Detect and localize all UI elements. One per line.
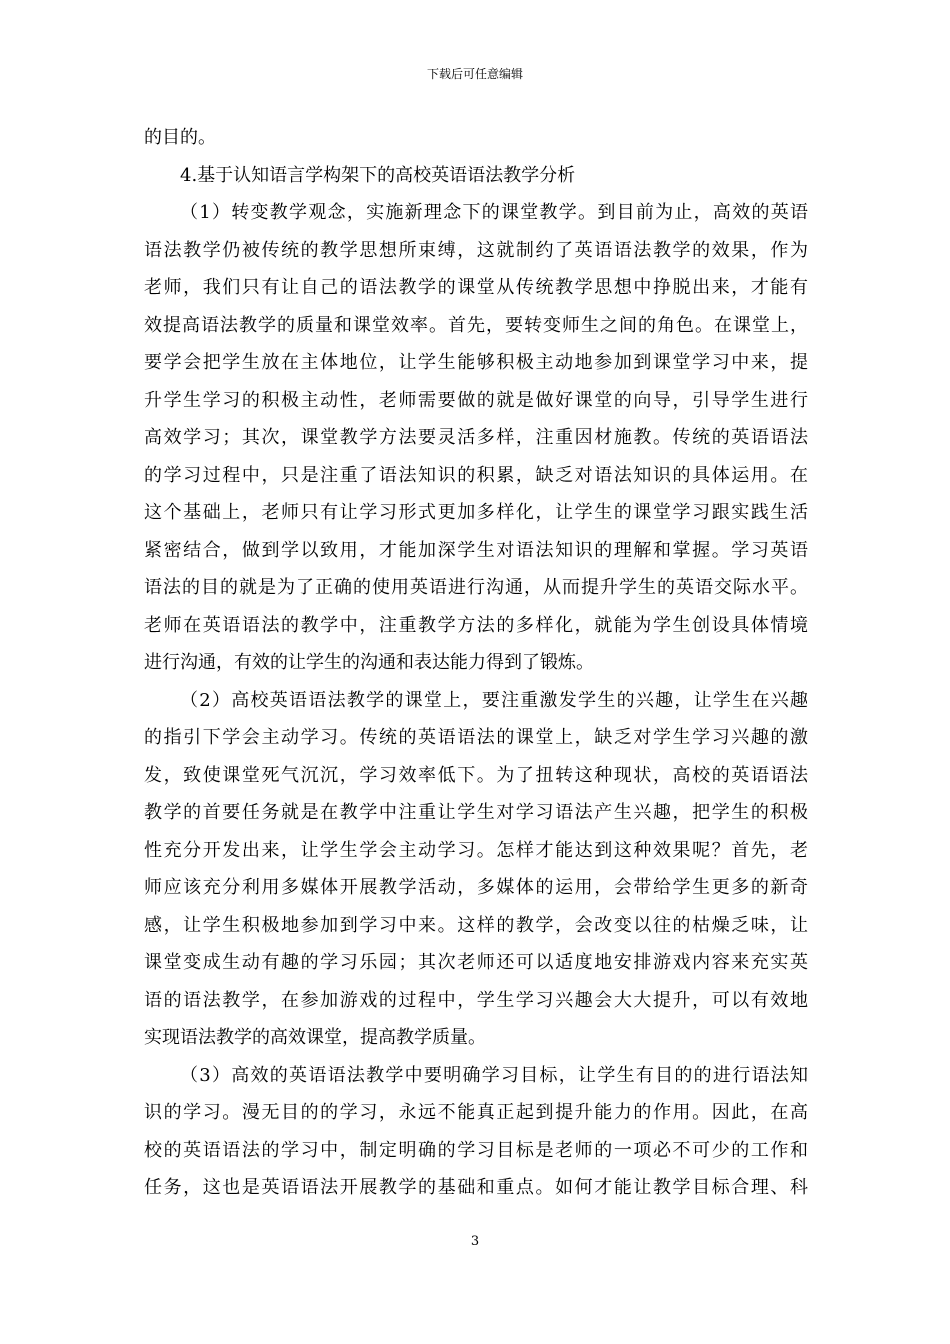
text-line: （3）高效的英语语法教学中要明确学习目标，让学生有目的的进行语法知 xyxy=(180,1064,808,1086)
document-body xyxy=(144,124,808,1212)
text-line: 的目的。 xyxy=(144,127,216,148)
text-line: （2）高校英语语法教学的课堂上，要注重激发学生的兴趣，让学生在兴趣 xyxy=(180,689,808,711)
text-line: 的学习过程中，只是注重了语法知识的积累，缺乏对语法知识的具体运用。在 xyxy=(144,464,808,486)
text-line: 感，让学生积极地参加到学习中来。这样的教学，会改变以往的枯燥乏味，让 xyxy=(144,914,808,936)
text-line: 老师在英语语法的教学中，注重教学方法的多样化，就能为学生创设具体情境 xyxy=(144,614,808,636)
text-line: 升学生学习的积极主动性，老师需要做的就是做好课堂的向导，引导学生进行 xyxy=(144,389,808,411)
text-line: 任务，这也是英语语法开展教学的基础和重点。如何才能让教学目标合理、科 xyxy=(144,1177,808,1198)
text-line: 老师，我们只有让自己的语法教学的课堂从传统教学思想中挣脱出来，才能有 xyxy=(144,277,808,298)
text-line: 课堂变成生动有趣的学习乐园；其次老师还可以适度地安排游戏内容来充实英 xyxy=(144,952,808,973)
text-line: 语法的目的就是为了正确的使用英语进行沟通，从而提升学生的英语交际水平。 xyxy=(144,577,808,598)
text-line: 进行沟通，有效的让学生的沟通和表达能力得到了锻炼。 xyxy=(144,652,594,673)
text-line: 紧密结合，做到学以致用，才能加深学生对语法知识的理解和掌握。学习英语 xyxy=(144,539,808,561)
text-line: 师应该充分利用多媒体开展教学活动，多媒体的运用，会带给学生更多的新奇 xyxy=(144,877,808,898)
text-line: 这个基础上，老师只有让学习形式更加多样化，让学生的课堂学习跟实践生活 xyxy=(144,502,808,523)
text-line: 性充分开发出来，让学生学会主动学习。怎样才能达到这种效果呢？首先，老 xyxy=(144,839,808,861)
page-number: 3 xyxy=(470,1234,480,1249)
text-line: 识的学习。漫无目的的学习，永远不能真正起到提升能力的作用。因此，在高 xyxy=(144,1102,808,1123)
text-line: 4.基于认知语言学构架下的高校英语语法教学分析 xyxy=(180,164,576,186)
text-line: 语法教学仍被传统的教学思想所束缚，这就制约了英语语法教学的效果，作为 xyxy=(144,239,808,261)
text-line: 高效学习；其次，课堂教学方法要灵活多样，注重因材施教。传统的英语语法 xyxy=(144,427,808,448)
text-line: 实现语法教学的高效课堂，提高教学质量。 xyxy=(144,1027,486,1048)
text-line: 发，致使课堂死气沉沉，学习效率低下。为了扭转这种现状，高校的英语语法 xyxy=(144,764,808,786)
text-line: 教学的首要任务就是在教学中注重让学生对学习语法产生兴趣，把学生的积极 xyxy=(144,802,808,823)
text-line: 效提高语法教学的质量和课堂效率。首先，要转变师生之间的角色。在课堂上， xyxy=(144,314,808,336)
text-line: 的指引下学会主动学习。传统的英语语法的课堂上，缺乏对学生学习兴趣的激 xyxy=(144,727,808,748)
text-line: 要学会把学生放在主体地位，让学生能够积极主动地参加到课堂学习中来，提 xyxy=(144,352,808,373)
text-line: 校的英语语法的学习中，制定明确的学习目标是老师的一项必不可少的工作和 xyxy=(144,1139,808,1161)
page-header: 下载后可任意编辑 xyxy=(426,67,523,81)
text-line: （1）转变教学观念，实施新理念下的课堂教学。到目前为止，高效的英语 xyxy=(180,202,808,223)
text-line: 语的语法教学，在参加游戏的过程中，学生学习兴趣会大大提升，可以有效地 xyxy=(144,989,808,1011)
